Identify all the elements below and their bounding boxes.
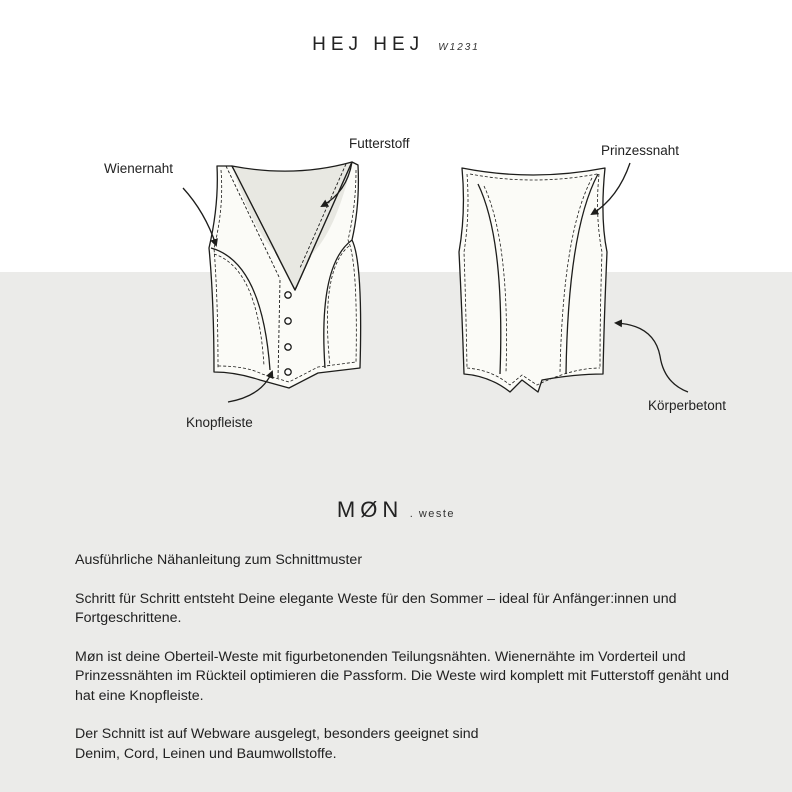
label-koerperbetont: Körperbetont [648,398,727,413]
koerperbetont-arrow [616,323,688,392]
label-wienernaht: Wienernaht [104,161,174,176]
description-paragraph-2: Møn ist deine Oberteil-Weste mit figurbetonenden Teilungsnähten. Wienernähte im Vorderteil und Prinzessnähten im Rückteil optimieren die Passform. Die Weste wird komplett mit Futterstoff genäht und hat eine Knopfleiste. [75,648,729,704]
label-knopfleiste: Knopfleiste [186,415,253,430]
product-name: MØN [336,497,404,522]
brand-name: HEJ HEJ [312,34,425,55]
pattern-code: W1231 [438,42,480,53]
button-4 [285,369,291,375]
description-paragraph-3-line-1: Der Schnitt ist auf Webware ausgelegt, besonders geeignet sind [75,726,479,742]
vest-back-view [459,168,607,392]
label-prinzessnaht: Prinzessnaht [601,143,680,158]
button-1 [285,292,291,298]
button-3 [285,344,291,350]
label-futterstoff: Futterstoff [349,136,410,151]
description-paragraph-3-line-2: Denim, Cord, Leinen und Baumwollstoffe. [75,745,337,762]
description-paragraph-1: Schritt für Schritt entsteht Deine elegante Weste für den Sommer – ideal für Anfänger:innen und Fortgeschrittene. [75,590,677,626]
product-subtitle: . weste [409,508,456,520]
description-block [75,551,735,783]
description-intro: Ausführliche Nähanleitung zum Schnittmuster [75,552,363,568]
vest-front-view [209,162,361,388]
product-title [0,497,792,523]
vest-back-outline [459,168,607,392]
button-2 [285,318,291,324]
